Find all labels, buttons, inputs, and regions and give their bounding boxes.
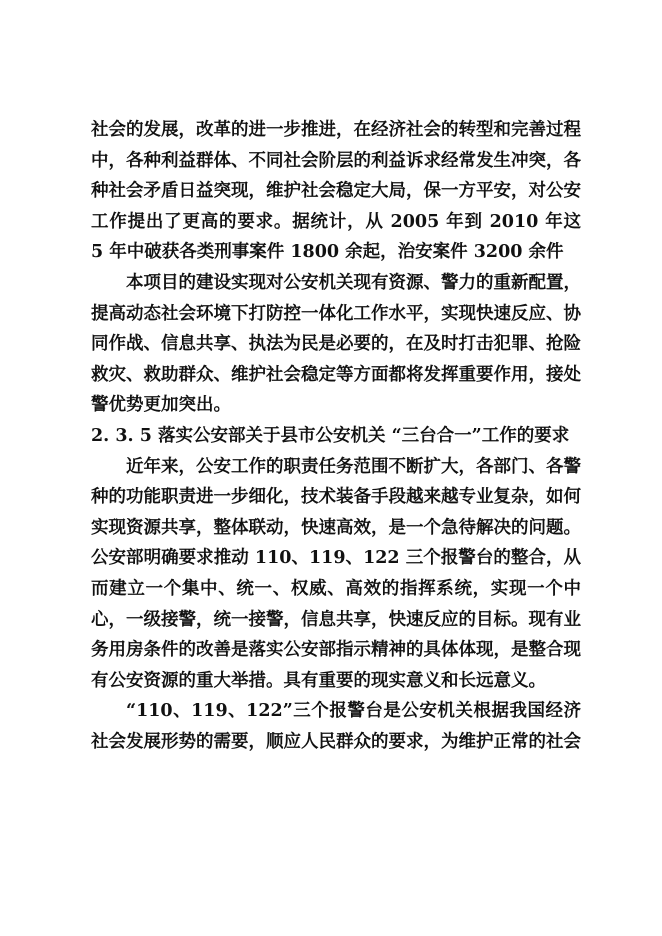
document-body — [91, 115, 581, 757]
paragraph-project-construction: 本项目的建设实现对公安机关现有资源、警力的重新配置，提高动态社会环境下打防控一体化工作水平，实现快速反应、协同作战、信息共享、执法为民是必要的，在及时打击犯罪、抢险救灾、救助群众、维护社会稳定等方面都将发挥重要作用，接处警优势更加突出。 — [91, 272, 581, 416]
section-heading-three-in-one: 2. 3. 5 落实公安部关于县市公安机关 “三台合一”工作的要求 — [91, 425, 570, 446]
paragraph-recent-years: 近年来，公安工作的职责任务范围不断扩大，各部门、各警种的功能职责进一步细化，技术装备手段越来越专业复杂，如何实现资源共享，整体联动，快速高效，是一个急待解决的问题。公安部明确要求推动 110、119、122 三个报警台的整合，从而建立一个集中、统一、权威、高效的指挥系统，实现一个中心，一级接警，统一接警，信息共享，快速反应的目标。现有业务用房条件的改善是落实公安部指示精神的具体体现，是整合现有公安资源的重大举措。具有重要的现实意义和长远意义。 — [91, 456, 581, 691]
paragraph-social-development: 社会的发展，改革的进一步推进，在经济社会的转型和完善过程中，各种利益群体、不同社会阶层的利益诉求经常发生冲突，各种社会矛盾日益突现，维护社会稳定大局，保一方平安，对公安工作提出了更高的要求。据统计，从 2005 年到 2010 年这 5 年中破获各类刑事案件 1800 余起，治安案件 3200 余件 — [91, 120, 581, 263]
paragraph-three-alarm-desks: “110、119、122”三个报警台是公安机关根据我国经济社会发展形势的需要，顺应人民群众的要求，为维护正常的社会 — [91, 701, 581, 752]
